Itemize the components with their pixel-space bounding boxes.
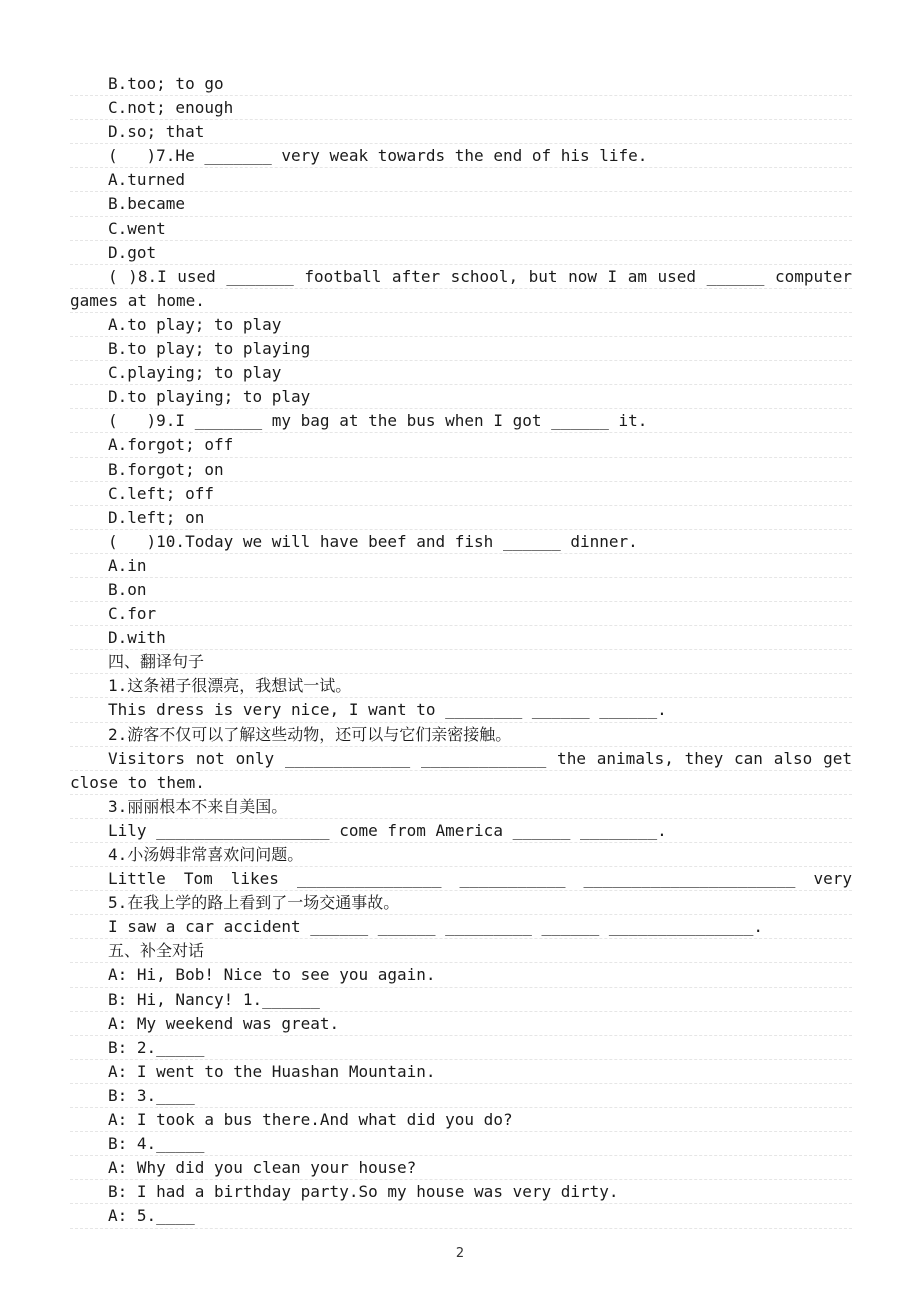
text-line: B.to play; to playing xyxy=(70,337,852,361)
text-line: ( )8.I used _______ football after school, but now I am used ______ computer xyxy=(70,265,852,289)
text-line: A: Hi, Bob! Nice to see you again. xyxy=(70,963,852,987)
text-line: A.turned xyxy=(70,168,852,192)
document-body xyxy=(70,72,852,1229)
page-number: 2 xyxy=(455,1246,465,1261)
text-line: 3.丽丽根本不来自美国。 xyxy=(70,795,852,819)
text-line: A: Why did you clean your house? xyxy=(70,1156,852,1180)
text-line: A: My weekend was great. xyxy=(70,1012,852,1036)
text-line: A: 5.____ xyxy=(70,1204,852,1228)
text-line: D.so; that xyxy=(70,120,852,144)
text-line: ( )7.He _______ very weak towards the end of his life. xyxy=(70,144,852,168)
text-line: B: 4._____ xyxy=(70,1132,852,1156)
text-line: B: 3.____ xyxy=(70,1084,852,1108)
text-line: D.got xyxy=(70,241,852,265)
text-line: 四、翻译句子 xyxy=(70,650,852,674)
text-line: Lily __________________ come from America ______ ________. xyxy=(70,819,852,843)
text-line: B.on xyxy=(70,578,852,602)
text-line: Visitors not only _____________ _____________ the animals, they can also get xyxy=(70,747,852,771)
text-line: A.forgot; off xyxy=(70,433,852,457)
text-line: B: 2._____ xyxy=(70,1036,852,1060)
text-line: C.left; off xyxy=(70,482,852,506)
text-line: C.not; enough xyxy=(70,96,852,120)
text-line: B.too; to go xyxy=(70,72,852,96)
text-line: D.to playing; to play xyxy=(70,385,852,409)
text-line: B: I had a birthday party.So my house was very dirty. xyxy=(70,1180,852,1204)
text-line: A: I took a bus there.And what did you do? xyxy=(70,1108,852,1132)
text-line: A.to play; to play xyxy=(70,313,852,337)
text-line: Little Tom likes _______________ ___________ ______________________ very xyxy=(70,867,852,891)
text-line: 五、补全对话 xyxy=(70,939,852,963)
text-line: D.with xyxy=(70,626,852,650)
text-line: close to them. xyxy=(70,771,852,795)
text-line: 1.这条裙子很漂亮，我想试一试。 xyxy=(70,674,852,698)
text-line: A: I went to the Huashan Mountain. xyxy=(70,1060,852,1084)
text-line: 5.在我上学的路上看到了一场交通事故。 xyxy=(70,891,852,915)
text-line: C.for xyxy=(70,602,852,626)
text-line: B.forgot; on xyxy=(70,458,852,482)
text-line: D.left; on xyxy=(70,506,852,530)
text-line: B: Hi, Nancy! 1.______ xyxy=(70,988,852,1012)
text-line: A.in xyxy=(70,554,852,578)
text-line: This dress is very nice, I want to ________ ______ ______. xyxy=(70,698,852,722)
text-line: I saw a car accident ______ ______ _________ ______ _______________. xyxy=(70,915,852,939)
text-line: B.became xyxy=(70,192,852,216)
text-line: 2.游客不仅可以了解这些动物，还可以与它们亲密接触。 xyxy=(70,723,852,747)
text-line: C.went xyxy=(70,217,852,241)
text-line: C.playing; to play xyxy=(70,361,852,385)
text-line: games at home. xyxy=(70,289,852,313)
text-line: ( )9.I _______ my bag at the bus when I got ______ it. xyxy=(70,409,852,433)
text-line: 4.小汤姆非常喜欢问问题。 xyxy=(70,843,852,867)
text-line: ( )10.Today we will have beef and fish ______ dinner. xyxy=(70,530,852,554)
